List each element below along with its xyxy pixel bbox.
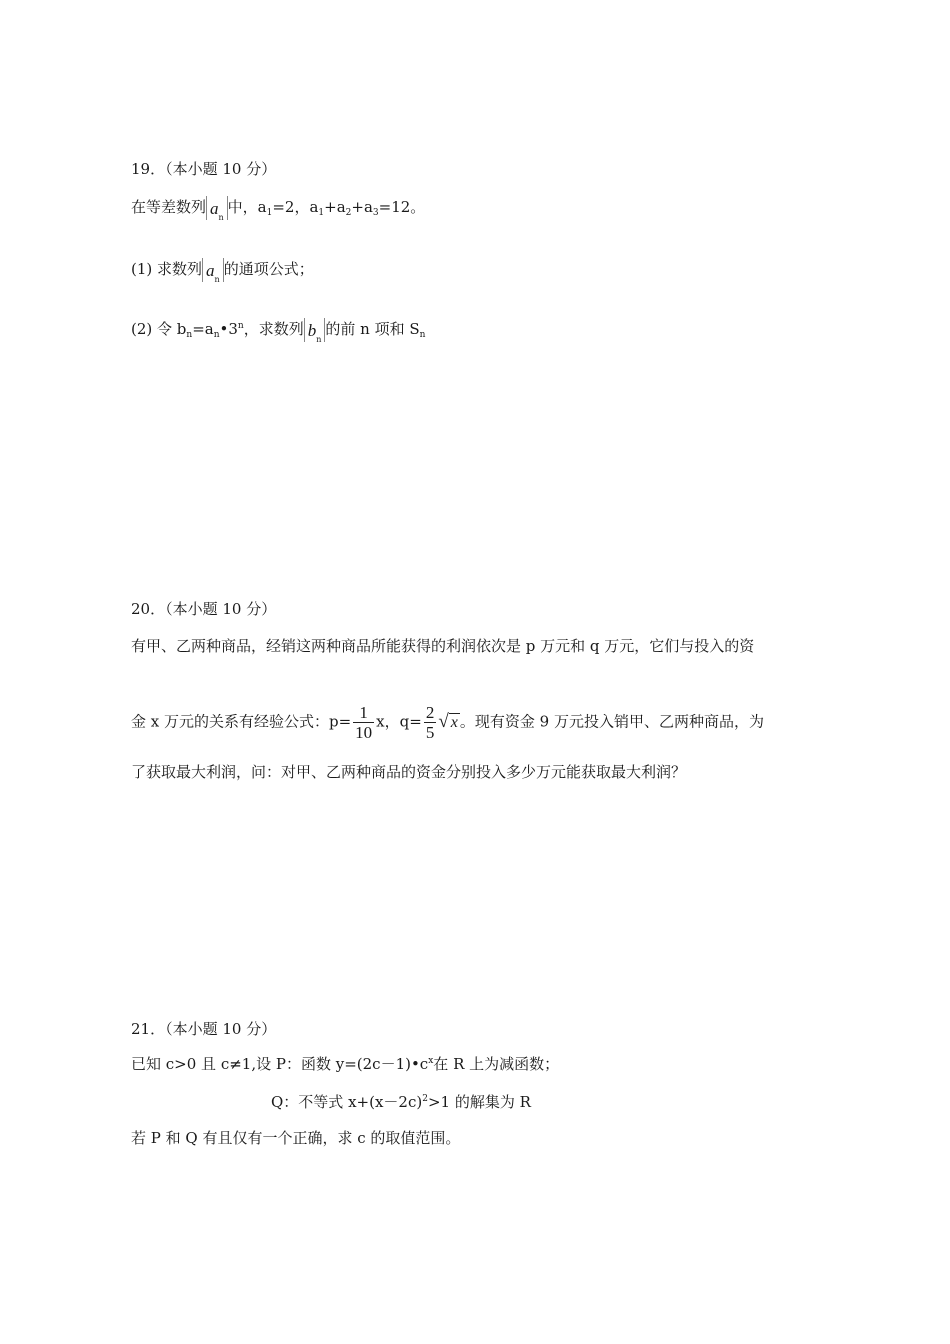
sqrt-radicand: x	[450, 714, 458, 731]
q19-line1-s4: 3	[372, 208, 379, 218]
frac1-denominator: 10	[355, 723, 373, 742]
q20-line2	[131, 703, 764, 742]
q19-line1-s3: 2	[345, 208, 352, 218]
q21-line1-pre: 已知 c>0 且 c≠1,设 P：函数 y=(2c－1)•c	[131, 1055, 429, 1073]
q19-line1-t1: 中，a	[227, 198, 267, 216]
q19-part2-pre: (2) 令 b	[131, 320, 187, 338]
q19-line1-t2: =2，a	[272, 198, 319, 216]
q21-title: 21．（本小题 10 分）	[131, 1020, 277, 1038]
frac2-numerator: 2	[425, 703, 435, 722]
q19-line1-t3: +a	[324, 198, 346, 216]
seq-b-symbol: b	[307, 321, 317, 340]
sqrt-x	[438, 711, 460, 734]
fraction-2-5	[424, 703, 437, 742]
q19-line1-t4: +a	[351, 198, 373, 216]
q20-title: 20．（本小题 10 分）	[131, 600, 277, 618]
q19-line1	[131, 196, 425, 220]
q21-line1	[131, 1053, 559, 1075]
q20-line2-pre: 金 x 万元的关系有经验公式：p=	[131, 712, 352, 731]
seq-a-symbol-2: a	[206, 261, 215, 280]
q19-part2-sup: n	[237, 321, 244, 331]
q19-part2-s1: n	[186, 330, 193, 340]
sqrt-symbol: √	[438, 711, 449, 732]
q19-line1-s2: 1	[318, 208, 325, 218]
q19-line1-t5: =12。	[378, 198, 426, 216]
q19-title: 19．（本小题 10 分）	[131, 160, 277, 178]
frac1-numerator: 1	[353, 703, 374, 723]
seq-b-brace	[304, 318, 326, 342]
fraction-1-10	[353, 703, 374, 742]
q21-line2-post: >1 的解集为 R	[427, 1093, 531, 1111]
q19-part2-post: 的前 n 项和 S	[325, 320, 420, 338]
q19-part2-s2: n	[213, 330, 220, 340]
q20-line1: 有甲、乙两种商品，经销这两种商品所能获得的利润依次是 p 万元和 q 万元，它们与投入的资	[131, 637, 755, 655]
q19-part1	[131, 258, 314, 282]
q19-part2-m3: ，求数列	[243, 320, 304, 338]
q20-line3: 了获取最大利润，问：对甲、乙两种商品的资金分别投入多少万元能获取最大利润？	[131, 763, 687, 781]
seq-a-sub: n	[218, 213, 224, 222]
q21-line3: 若 P 和 Q 有且仅有一个正确，求 c 的取值范围。	[131, 1129, 461, 1147]
q21-line1-post: 在 R 上为减函数；	[433, 1055, 560, 1073]
q20-line2-mid: x，q=	[376, 712, 422, 731]
q21-line1-sup: x	[428, 1056, 434, 1066]
q21-line2-pre: Q：不等式 x+(x－2c)	[271, 1093, 423, 1111]
q19-part1-post: 的通项公式；	[223, 260, 314, 278]
q19-line1-s1: 1	[266, 208, 273, 218]
q19-line1-pre: 在等差数列	[131, 198, 207, 216]
seq-b-sub: n	[316, 335, 322, 344]
q20-line2-post: 。现有资金 9 万元投入销甲、乙两种商品，为	[459, 712, 764, 731]
frac2-denominator: 5	[425, 723, 435, 742]
q21-line2-sup: 2	[422, 1094, 428, 1104]
q19-part2-m1: =a	[192, 320, 214, 338]
seq-a-symbol: a	[210, 199, 219, 218]
q19-part2	[131, 318, 425, 342]
q19-part2-s3: n	[419, 330, 426, 340]
seq-a-sub-2: n	[214, 275, 220, 284]
q19-part2-m2: •3	[219, 320, 238, 338]
seq-a-brace-2	[202, 258, 224, 282]
seq-a-brace	[206, 196, 228, 220]
q21-line2	[271, 1091, 531, 1113]
q19-part1-pre: (1) 求数列	[131, 260, 203, 278]
